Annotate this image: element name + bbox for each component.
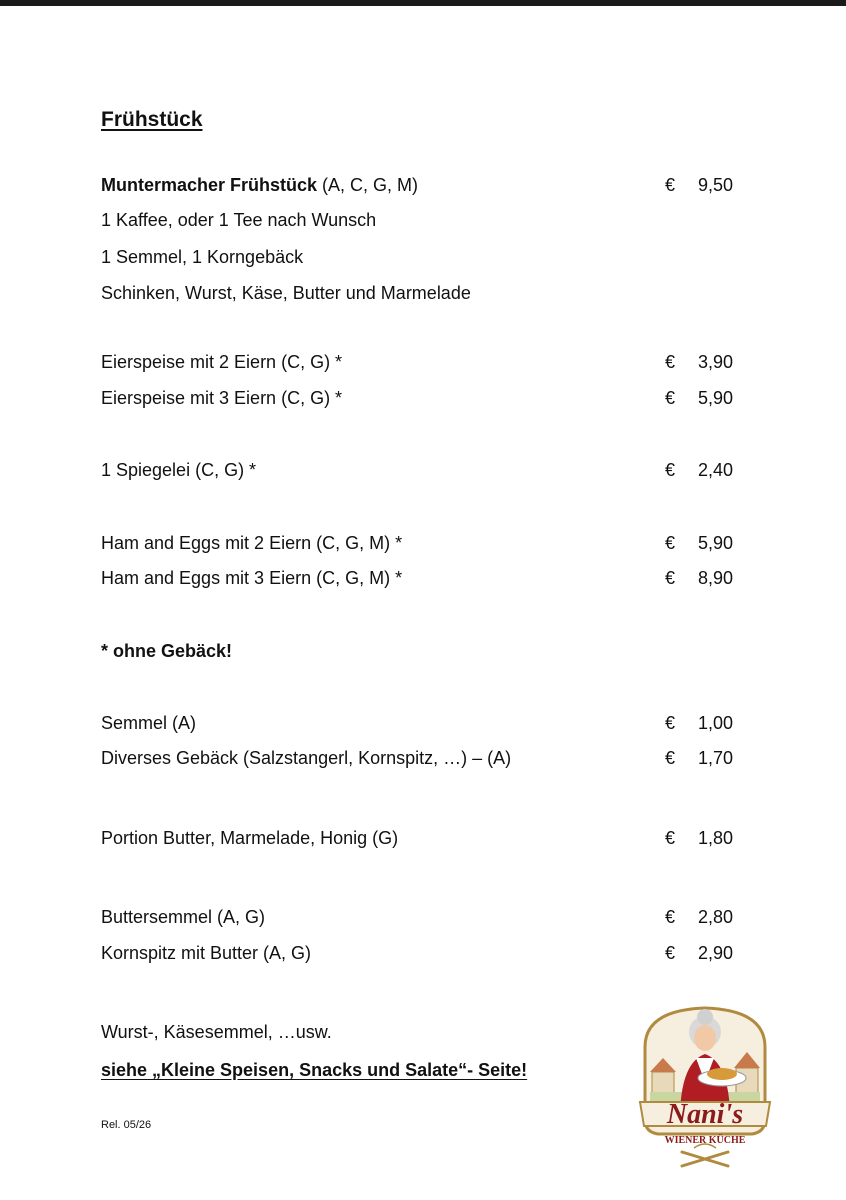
menu-item-label: Portion Butter, Marmelade, Honig (G) — [101, 828, 399, 848]
menu-item-price — [665, 174, 733, 196]
logo-name: Nani's — [666, 1099, 744, 1130]
menu-item-price — [665, 906, 733, 928]
price-value: 1,80 — [697, 828, 733, 848]
logo-graphic — [630, 1002, 780, 1172]
price-value: 8,90 — [697, 568, 733, 588]
logo-subtitle: WIENER KÜCHE — [664, 1135, 746, 1146]
schnitzel-shape — [707, 1068, 737, 1080]
menu-item-label: Eierspeise mit 2 Eiern (C, G) * — [101, 352, 343, 372]
menu-item-price — [665, 942, 733, 964]
price-value: 5,90 — [697, 388, 733, 408]
currency-symbol: € — [665, 533, 676, 553]
currency-symbol: € — [665, 943, 676, 963]
currency-symbol: € — [665, 713, 676, 733]
currency-symbol: € — [665, 460, 676, 480]
restaurant-logo — [630, 1002, 780, 1172]
menu-item-price — [665, 567, 733, 589]
menu-item-price — [665, 459, 733, 481]
more-text: Wurst-, Käsesemmel, …usw. — [101, 1022, 332, 1042]
menu-item-label: Ham and Eggs mit 2 Eiern (C, G, M) * — [101, 533, 403, 553]
menu-item-price — [665, 712, 733, 734]
menu-item-label: Ham and Eggs mit 3 Eiern (C, G, M) * — [101, 568, 403, 588]
currency-symbol: € — [665, 175, 676, 195]
menu-item-label: Kornspitz mit Butter (A, G) — [101, 943, 312, 963]
menu-item-label: Diverses Gebäck (Salzstangerl, Kornspitz, …) – (A) — [101, 748, 512, 768]
menu-item-label: Semmel (A) — [101, 713, 197, 733]
release-note: Rel. 05/26 — [101, 1119, 152, 1131]
menu-item-detail: 1 Semmel, 1 Korngebäck — [101, 247, 304, 267]
menu-item-price — [665, 351, 733, 373]
menu-item-detail: 1 Kaffee, oder 1 Tee nach Wunsch — [101, 210, 377, 230]
menu-item-name: Muntermacher Frühstück — [101, 175, 318, 195]
price-value: 1,70 — [697, 748, 733, 768]
menu-item-price — [665, 532, 733, 554]
currency-symbol: € — [665, 748, 676, 768]
currency-symbol: € — [665, 568, 676, 588]
price-value: 1,00 — [697, 713, 733, 733]
currency-symbol: € — [665, 828, 676, 848]
menu-item-muntermacher — [101, 174, 418, 196]
top-bar — [0, 0, 846, 6]
footnote: * ohne Gebäck! — [101, 641, 233, 661]
menu-item-price — [665, 747, 733, 769]
menu-item-label: Buttersemmel (A, G) — [101, 907, 266, 927]
menu-item-label: 1 Spiegelei (C, G) * — [101, 460, 257, 480]
currency-symbol: € — [665, 388, 676, 408]
menu-item-label: Eierspeise mit 3 Eiern (C, G) * — [101, 388, 343, 408]
currency-symbol: € — [665, 352, 676, 372]
menu-item-price — [665, 387, 733, 409]
price-value: 2,40 — [697, 460, 733, 480]
price-value: 3,90 — [697, 352, 733, 372]
see-page-link[interactable]: siehe „Kleine Speisen, Snacks und Salate“- Seite! — [101, 1060, 528, 1080]
hair-bun-shape — [697, 1009, 713, 1025]
price-value: 2,90 — [697, 943, 733, 963]
menu-item-price — [665, 827, 733, 849]
price-value: 2,80 — [697, 907, 733, 927]
house-shape — [652, 1072, 674, 1094]
face-shape — [694, 1025, 716, 1051]
price-value: 9,50 — [697, 175, 733, 195]
page-title: Frühstück — [101, 108, 203, 131]
price-value: 5,90 — [697, 533, 733, 553]
menu-item-detail: Schinken, Wurst, Käse, Butter und Marmelade — [101, 283, 471, 303]
menu-item-allergens: (A, C, G, M) — [317, 175, 419, 195]
currency-symbol: € — [665, 907, 676, 927]
